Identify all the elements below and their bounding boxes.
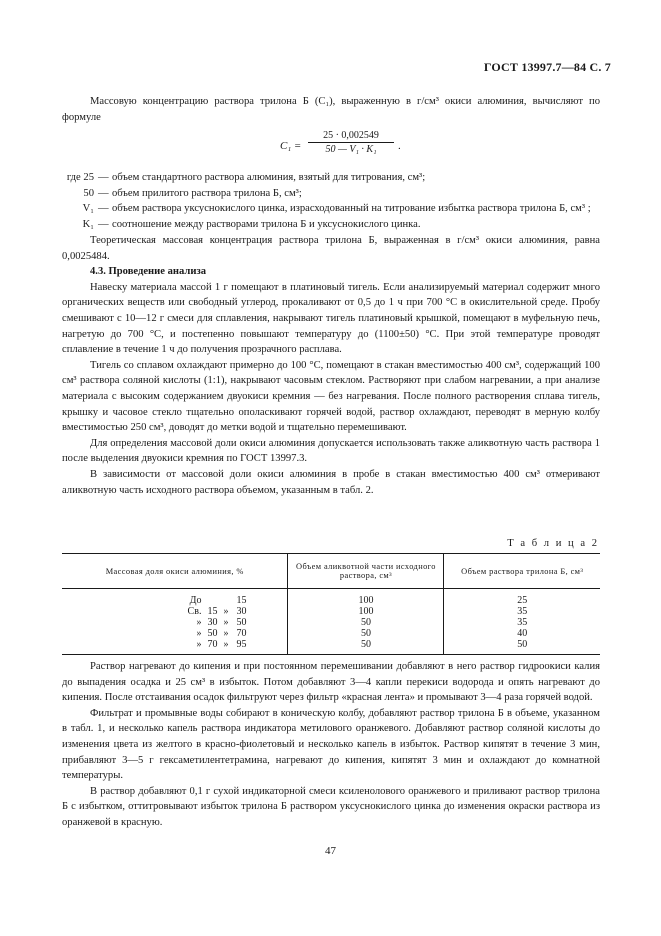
page-number: 47 [325, 845, 336, 857]
range-to: 95 [236, 639, 247, 650]
definition-row [62, 186, 602, 202]
definition-dash: — [98, 172, 109, 183]
range-cell [62, 606, 288, 617]
table-header-cell: Объем раствора трилона Б, см³ [444, 554, 600, 589]
definition-text: объем стандартного раствора алюминия, взятый для титрования, см³; [112, 172, 426, 183]
document-header: ГОСТ 13997.7—84 С. 7 [483, 60, 611, 74]
range-to: 15 [236, 595, 247, 606]
theoretical-paragraph: Теоретическая массовая концентрация раствора трилона Б, выраженная в г/см³ окиси алюминия, равна 0,0025484. [62, 235, 600, 262]
table-header-cell: Массовая доля окиси алюминия, % [62, 554, 288, 589]
paragraph: Раствор нагревают до кипения и при постоянном перемешивании добавляют в него раствор гидроокиси калия до выпадения осадка и 25 см³ в избыток. Потом добавляют 3—4 капли перекиси водорода и опять нагревают до кипения. После отстаивания осадок фильтруют через фильтр «красная лента» и промывают 3—4 раза горячей водой. [62, 661, 600, 704]
section-number: 4.3. [90, 266, 106, 278]
table-caption: Т а б л и ц а 2 [507, 538, 599, 549]
range-cell [62, 628, 288, 639]
definition-row [62, 217, 602, 233]
definition-row [62, 170, 602, 186]
range-from: 50 [207, 628, 218, 639]
range-prefix: До [189, 595, 202, 606]
range-cell [62, 589, 288, 607]
formula-lhs: C₁ = [280, 140, 302, 152]
range-to: 70 [236, 628, 247, 639]
aliquot-cell: 100 [288, 589, 444, 607]
range-prefix: » [196, 617, 202, 628]
volume-cell: 40 [444, 628, 600, 639]
formula-denominator: 50 — V₁ · K₁ [325, 144, 377, 155]
range-prefix: » [196, 639, 202, 650]
range-ditto: » [223, 606, 229, 617]
range-from: 15 [207, 606, 218, 617]
aliquot-cell: 100 [288, 606, 444, 617]
definition-dash: — [98, 218, 109, 230]
definition-row [62, 201, 602, 217]
definition-dash: — [98, 187, 109, 199]
range-ditto: » [223, 628, 229, 639]
definition-symbol: K₁ [82, 218, 94, 230]
definition-text: объем раствора уксуснокислого цинка, израсходованный на титрование избытка раствора трилона Б, см³ ; [112, 203, 591, 215]
intro-block [62, 94, 600, 125]
main-text-a [62, 233, 600, 498]
table-header-cell: Объем аликвотной части исходного раствора, см³ [288, 554, 444, 589]
table-row [62, 628, 600, 639]
table-header-row [62, 554, 600, 589]
definitions-list [62, 170, 602, 232]
volume-cell: 35 [444, 606, 600, 617]
table-2 [62, 553, 600, 655]
range-prefix: Св. [187, 606, 202, 617]
volume-cell: 35 [444, 617, 600, 628]
definition-symbol: 50 [83, 187, 94, 199]
table-row [62, 617, 600, 628]
paragraph: Фильтрат и промывные воды собирают в коническую колбу, добавляют раствор трилона Б в объеме, указанном в табл. 1, и несколько капель раствора индикатора метилового оранжевого. Добавляют раствор соляной кислоты до изменения цвета из желтого в красно-фиолетовый и несколько капель в избыток. Раствор кипятят в течение 3 мин, прибавляют 3—5 г гексаметилентетрамина, нагревают до кипения, кипятят 3 мин и охлаждают до комнатной температуры. [62, 707, 600, 782]
aliquot-cell: 50 [288, 639, 444, 655]
paragraph: В раствор добавляют 0,1 г сухой индикаторной смеси ксиленолового оранжевого и приливают раствор трилона Б с избытком, оттитровывают избыток трилона Б раствором уксуснокислого цинка до изменения окраски раствора из оранжевой в красную. [62, 785, 600, 828]
volume-cell: 25 [444, 589, 600, 607]
definition-text: объем прилитого раствора трилона Б, см³; [112, 187, 302, 199]
definition-symbol: где 25 [66, 172, 94, 183]
section-title: Проведение анализа [108, 266, 207, 278]
range-cell [62, 639, 288, 655]
definition-dash: — [98, 203, 109, 215]
table-row [62, 606, 600, 617]
definition-symbol: V₁ [82, 203, 94, 215]
table-row [62, 589, 600, 607]
formula-numerator: 25 · 0,002549 [308, 130, 394, 143]
range-to: 50 [236, 617, 247, 628]
formula-end: . [398, 140, 401, 152]
main-text-b [62, 659, 600, 831]
range-prefix: » [196, 628, 202, 639]
range-ditto: » [223, 617, 229, 628]
intro-paragraph: Массовую концентрацию раствора трилона Б (C₁), выраженную в г/см³ окиси алюминия, вычисляют по формуле [62, 96, 600, 123]
paragraph: Для определения массовой доли окиси алюминия допускается использовать также аликвотную часть раствора 1 после выделения двуокиси кремния по ГОСТ 13997.3. [62, 437, 600, 465]
range-from: 70 [207, 639, 218, 650]
aliquot-cell: 50 [288, 617, 444, 628]
paragraph: Навеску материала массой 1 г помещают в платиновый тигель. Если анализируемый материал содержит много органических веществ или свободный углерод, прокаливают от 0,5 до 1 ч при 700 °С в окислительной среде. Пробу смешивают с 10—12 г смеси для сплавления, накрывают тигель платиновый крышкой, помещают в муфельную печь, нагретую до 700 °С, и постепенно повышают температуру до (1100±50) °С. При этой температуре проводят сплавление в течение 1 ч до получения прозрачного расплава. [62, 281, 600, 356]
range-cell [62, 617, 288, 628]
aliquot-cell: 50 [288, 628, 444, 639]
volume-cell: 50 [444, 639, 600, 655]
range-from: 30 [207, 617, 218, 628]
section-heading [62, 264, 600, 280]
paragraph: В зависимости от массовой доли окиси алюминия в пробе в стакан вместимостью 400 см³ отмеривают аликвотную часть исходного раствора объемом, указанным в табл. 2. [62, 468, 600, 496]
range-ditto: » [223, 639, 229, 650]
definition-text: соотношение между растворами трилона Б и уксуснокислого цинка. [112, 218, 421, 230]
paragraph: Тигель со сплавом охлаждают примерно до 100 °С, помещают в стакан вместимостью 400 см³, содержащий 100 см³ раствора соляной кислоты (1:1), накрывают часовым стеклом. Растворяют при слабом нагревании, а при анализе материала с высоким содержанием двуокиси кремния — без нагревания. После полного растворения сплава тигель, крышку и часовое стекло тщательно ополаскивают горячей водой, раствор охлаждают, переводят в мерную колбу вместимостью 250 см³, доводят до метки водой и тщательно перемешивают. [62, 359, 600, 434]
range-to: 30 [236, 606, 247, 617]
formula-fraction [308, 130, 394, 155]
table-row [62, 639, 600, 655]
